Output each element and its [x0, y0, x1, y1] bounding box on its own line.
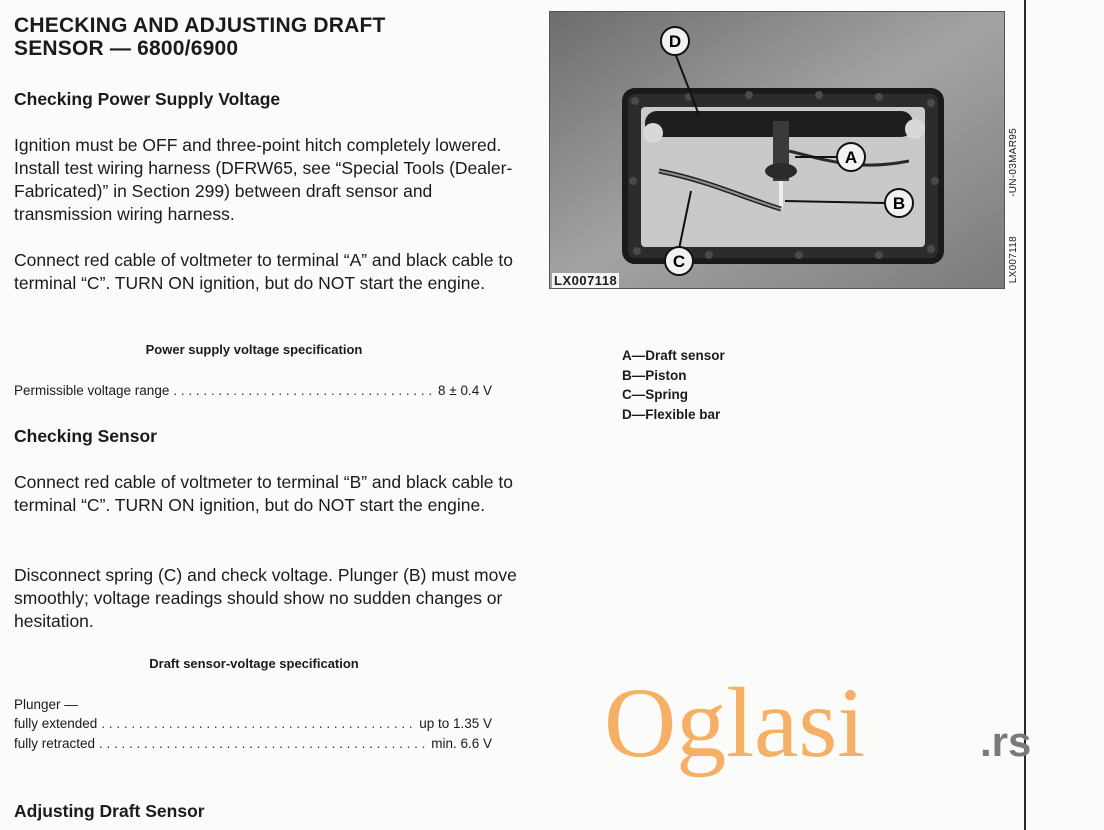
- paragraph-disconnect-spring: Disconnect spring (C) and check voltage. Plunger (B) must move smoothly; voltage readings should show no sudden changes or hesitation.: [14, 565, 517, 631]
- spec-label: fully extended: [14, 716, 98, 731]
- paragraph-connect-a: Connect red cable of voltmeter to terminal “A” and black cable to terminal “C”. TURN ON ignition, but do NOT start the engine.: [14, 250, 513, 293]
- watermark-main: Oglasi: [604, 667, 866, 778]
- figure-legend: [622, 346, 725, 424]
- title-line-1: CHECKING AND ADJUSTING DRAFT: [14, 14, 386, 37]
- spec-value: min. 6.6 V: [431, 736, 492, 751]
- spec-value: 8 ± 0.4 V: [438, 383, 492, 398]
- leader-dots: [99, 736, 427, 751]
- leader-dots: [101, 716, 415, 731]
- heading-power-supply: Checking Power Supply Voltage: [14, 89, 281, 109]
- callout-c-label: C: [672, 252, 686, 271]
- legend-item-d: D—Flexible bar: [622, 406, 721, 422]
- spec-title-draft: Draft sensor-voltage specification: [149, 656, 359, 671]
- spec-row-extended: [14, 716, 492, 731]
- leader-dots: [173, 383, 434, 398]
- title-line-2: SENSOR — 6800/6900: [14, 37, 239, 60]
- spec-value: up to 1.35 V: [419, 716, 492, 731]
- heading-checking-sensor: Checking Sensor: [14, 426, 157, 446]
- draft-sensor-figure: [549, 11, 1005, 289]
- paragraph-ignition: Ignition must be OFF and three-point hitch completely lowered. Install test wiring harness (DFRW65, see “Special Tools (Dealer-Fabricated)” in Section 299) between draft sensor and transmission wiring harness.: [14, 135, 513, 224]
- figure-side-code-date: -UN-03MAR95: [1008, 128, 1019, 197]
- callout-d-label: D: [668, 32, 682, 51]
- figure-side-code-id: LX007118: [1008, 236, 1019, 284]
- paragraph-connect-b: Connect red cable of voltmeter to terminal “B” and black cable to terminal “C”. TURN ON ignition, but do NOT start the engine.: [14, 472, 513, 515]
- legend-item-a: A—Draft sensor: [622, 348, 725, 363]
- callout-a-label: A: [844, 148, 858, 167]
- oglasi-watermark-logo: [604, 664, 1054, 788]
- legend-item-c: C—Spring: [622, 387, 688, 402]
- legend-item-b: B—Piston: [622, 367, 687, 383]
- page-title: [14, 14, 386, 60]
- spec-title-power: Power supply voltage specification: [145, 342, 363, 357]
- spec-row-permissible: [14, 383, 492, 398]
- plunger-label: Plunger —: [14, 697, 78, 712]
- heading-adjusting: Adjusting Draft Sensor: [14, 801, 205, 821]
- callout-b-label: B: [892, 194, 906, 213]
- watermark-suffix: .rs: [980, 718, 1032, 765]
- spec-label: fully retracted: [14, 736, 96, 751]
- spec-row-retracted: [14, 736, 492, 751]
- figure-caption: LX007118: [554, 273, 618, 288]
- spec-label: Permissible voltage range: [14, 383, 170, 398]
